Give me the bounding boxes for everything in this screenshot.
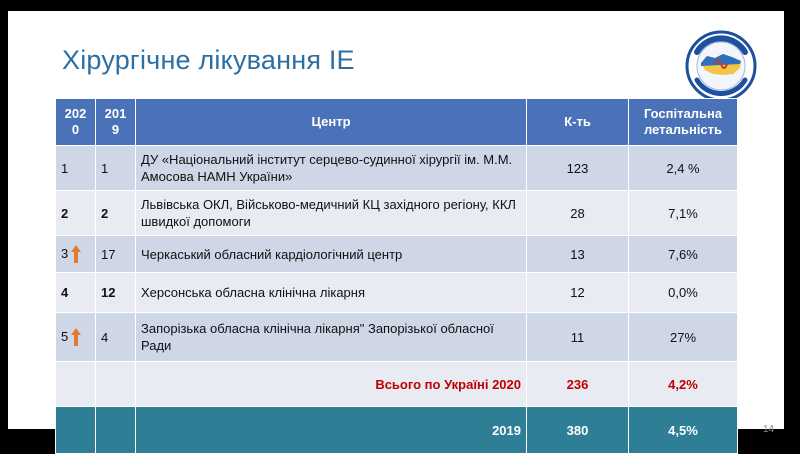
total-2020-mortality: 4,2% <box>629 362 738 407</box>
header-mortality: Госпітальна летальність <box>629 99 738 146</box>
empty-cell <box>56 362 96 407</box>
rank-2020-cell <box>56 236 96 273</box>
rank-2020: 4 <box>56 273 96 313</box>
count-cell: 123 <box>527 146 629 191</box>
mortality-cell: 7,6% <box>629 236 738 273</box>
center-name: Запорізька обласна клінічна лікарня" Запорізької обласної Ради <box>136 313 527 362</box>
table-header-row <box>56 99 738 146</box>
count-cell: 12 <box>527 273 629 313</box>
rank-2020: 3 <box>61 245 69 261</box>
total-2019-count: 380 <box>527 407 629 454</box>
rank-2019: 2 <box>96 191 136 236</box>
empty-cell <box>96 362 136 407</box>
center-name: ДУ «Національний інститут серцево-судинної хірургії ім. М.М. Амосова НАМН України» <box>136 146 527 191</box>
total-2019-mortality: 4,5% <box>629 407 738 454</box>
rank-2019: 12 <box>96 273 136 313</box>
header-2019 <box>96 99 136 146</box>
total-2020-label: Всього по Україні 2020 <box>136 362 527 407</box>
rank-2020: 5 <box>61 328 69 344</box>
total-2019-label: 2019 <box>136 407 527 454</box>
count-cell: 11 <box>527 313 629 362</box>
mortality-cell: 0,0% <box>629 273 738 313</box>
table-row <box>56 191 738 236</box>
mortality-cell: 27% <box>629 313 738 362</box>
header-2020-label: 202 0 <box>64 106 87 137</box>
center-name: Черкаський обласний кардіологічний центр <box>136 236 527 273</box>
header-count: К-ть <box>527 99 629 146</box>
table-row <box>56 146 738 191</box>
empty-cell <box>56 407 96 454</box>
association-logo <box>685 30 757 102</box>
rank-2019: 1 <box>96 146 136 191</box>
rank-2020: 1 <box>56 146 96 191</box>
rank-2020: 2 <box>56 191 96 236</box>
table-row <box>56 236 738 273</box>
center-name: Херсонська обласна клінічна лікарня <box>136 273 527 313</box>
surgery-centers-table <box>55 98 738 454</box>
rank-2020-cell <box>56 313 96 362</box>
slide-title: Хірургічне лікування ІЕ <box>62 45 355 75</box>
total-2019-row <box>56 407 738 454</box>
table-row <box>56 273 738 313</box>
count-cell: 13 <box>527 236 629 273</box>
header-2020 <box>56 99 96 146</box>
mortality-cell: 2,4 % <box>629 146 738 191</box>
empty-cell <box>96 407 136 454</box>
table-row <box>56 313 738 362</box>
header-center: Центр <box>136 99 527 146</box>
count-cell: 28 <box>527 191 629 236</box>
header-2019-label: 201 9 <box>104 106 127 137</box>
rank-2019: 17 <box>96 236 136 273</box>
arrow-up-icon <box>71 245 81 263</box>
page-number: 14 <box>763 424 775 435</box>
mortality-cell: 7,1% <box>629 191 738 236</box>
presentation-slide <box>8 11 784 438</box>
arrow-up-icon <box>71 328 81 346</box>
rank-2019: 4 <box>96 313 136 362</box>
total-2020-row <box>56 362 738 407</box>
center-name: Львівська ОКЛ, Військово-медичний КЦ західного регіону, ККЛ швидкої допомоги <box>136 191 527 236</box>
total-2020-count: 236 <box>527 362 629 407</box>
